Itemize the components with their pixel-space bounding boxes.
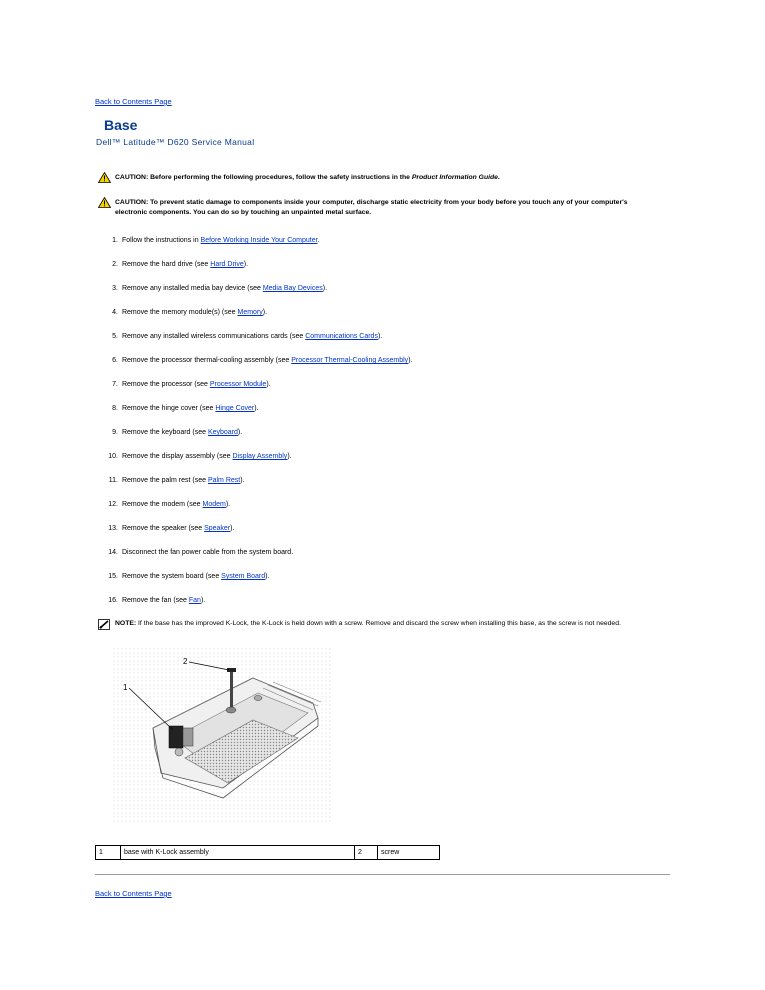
step-link[interactable]: Hinge Cover (215, 405, 255, 412)
step-text-after: . (317, 237, 320, 244)
step-text-after: ). (237, 429, 243, 436)
callout-num: 2 (355, 846, 378, 860)
step-item (96, 357, 412, 364)
caution-tail: . (497, 174, 500, 181)
step-text: Remove the system board (see (121, 573, 222, 580)
step-number: 5. (112, 333, 118, 340)
manual-subtitle: Dell™ Latitude™ D620 Service Manual (96, 137, 255, 147)
step-text: Remove the hard drive (see (121, 261, 211, 268)
callout-label: screw (378, 846, 440, 860)
step-text: Remove the processor (see (121, 381, 210, 388)
step-item (96, 525, 234, 532)
step-text: Remove the display assembly (see (121, 453, 233, 460)
callout-2-label: 2 (183, 657, 188, 666)
step-text: Follow the instructions in (121, 237, 201, 244)
step-link[interactable]: Display Assembly (232, 453, 288, 460)
caution-label: CAUTION: (115, 199, 149, 206)
horizontal-divider (95, 874, 670, 875)
step-text-after: ). (265, 573, 270, 580)
step-number: 1. (112, 237, 118, 244)
step-item (96, 261, 248, 268)
step-item (96, 237, 320, 244)
step-number: 10. (108, 453, 118, 460)
step-text-after: ). (240, 477, 245, 484)
back-to-contents-link-bottom[interactable]: Back to Contents Page (95, 889, 172, 898)
step-text: Remove the modem (see (121, 501, 203, 508)
step-number: 13. (108, 525, 118, 532)
base-klock-illustration (113, 648, 331, 824)
caution-label: CAUTION: (115, 174, 149, 181)
callout-label: base with K-Lock assembly (121, 846, 355, 860)
step-item (96, 309, 267, 316)
step-link[interactable]: Processor Thermal-Cooling Assembly (291, 357, 409, 364)
step-number: 8. (112, 405, 118, 412)
step-text: Disconnect the fan power cable from the system board. (121, 549, 294, 556)
step-number: 11. (108, 477, 118, 484)
step-text: Remove the memory module(s) (see (121, 309, 238, 316)
callout-num: 1 (96, 846, 121, 860)
step-text: Remove the speaker (see (121, 525, 205, 532)
step-item (96, 381, 271, 388)
step-link[interactable]: Palm Rest (207, 477, 241, 484)
step-text: Remove the fan (see (121, 597, 189, 604)
note-text: If the base has the improved K-Lock, the K-Lock is held down with a screw. Remove and discard the screw when installing this base, as the screw is not needed. (136, 620, 621, 627)
step-item (96, 333, 382, 340)
step-text-after: ). (254, 405, 259, 412)
step-text-after: ). (266, 381, 271, 388)
step-text: Remove any installed media bay device (see (121, 285, 263, 292)
back-to-contents-link-top[interactable]: Back to Contents Page (95, 97, 172, 106)
step-text-after: ). (408, 357, 413, 364)
product-guide-title: Product Information Guide (411, 174, 498, 181)
step-item (96, 285, 327, 292)
step-text-after: ). (230, 525, 235, 532)
step-item (96, 501, 230, 508)
step-item (96, 429, 242, 436)
callout-legend-table (95, 845, 440, 860)
step-link[interactable]: Speaker (204, 525, 231, 532)
step-text: Remove any installed wireless communications cards (see (121, 333, 306, 340)
step-number: 3. (112, 285, 118, 292)
step-text: Remove the processor thermal-cooling assembly (see (121, 357, 292, 364)
step-link[interactable]: Hard Drive (210, 261, 244, 268)
step-link[interactable]: Modem (202, 501, 226, 508)
note-pencil-icon (98, 619, 110, 630)
step-text: Remove the palm rest (see (121, 477, 208, 484)
step-text-after: ). (243, 261, 249, 268)
step-link[interactable]: Communications Cards (305, 333, 378, 340)
step-link[interactable]: System Board (221, 573, 266, 580)
table-row (96, 846, 440, 860)
step-number: 7. (112, 381, 118, 388)
step-number: 15. (108, 573, 118, 580)
caution-text: Before performing the following procedures, follow the safety instructions in the (148, 174, 412, 181)
step-link[interactable]: Fan (188, 597, 201, 604)
step-number: 14. (108, 549, 118, 556)
step-link[interactable]: Memory (237, 309, 263, 316)
step-item (96, 453, 292, 460)
step-text-after: ). (262, 309, 268, 316)
step-number: 2. (112, 261, 118, 268)
step-link[interactable]: Media Bay Devices (262, 285, 323, 292)
step-item (96, 573, 269, 580)
step-text-after: ). (322, 285, 328, 292)
step-text: Remove the keyboard (see (121, 429, 208, 436)
step-number: 4. (112, 309, 118, 316)
step-item (96, 405, 259, 412)
callout-1-label: 1 (123, 683, 128, 692)
step-text-after: ). (377, 333, 383, 340)
caution-text: To prevent static damage to components inside your computer, discharge static electricity from your body before you touch any of your computer's electronic components. You can do so by touching an unpainted metal surface. (115, 199, 628, 216)
step-link[interactable]: Processor Module (209, 381, 267, 388)
step-item (96, 549, 293, 556)
note-label: NOTE: (115, 620, 137, 627)
step-number: 16. (108, 597, 118, 604)
step-text-after: ). (200, 597, 206, 604)
step-link[interactable]: Before Working Inside Your Computer (200, 237, 318, 244)
step-text-after: ). (287, 453, 292, 460)
page-title: Base (104, 117, 138, 133)
step-item (96, 477, 245, 484)
step-number: 6. (112, 357, 118, 364)
step-item (96, 597, 205, 604)
step-number: 12. (108, 501, 118, 508)
step-text-after: ). (225, 501, 231, 508)
step-number: 9. (112, 429, 118, 436)
step-text: Remove the hinge cover (see (121, 405, 216, 412)
step-link[interactable]: Keyboard (207, 429, 238, 436)
